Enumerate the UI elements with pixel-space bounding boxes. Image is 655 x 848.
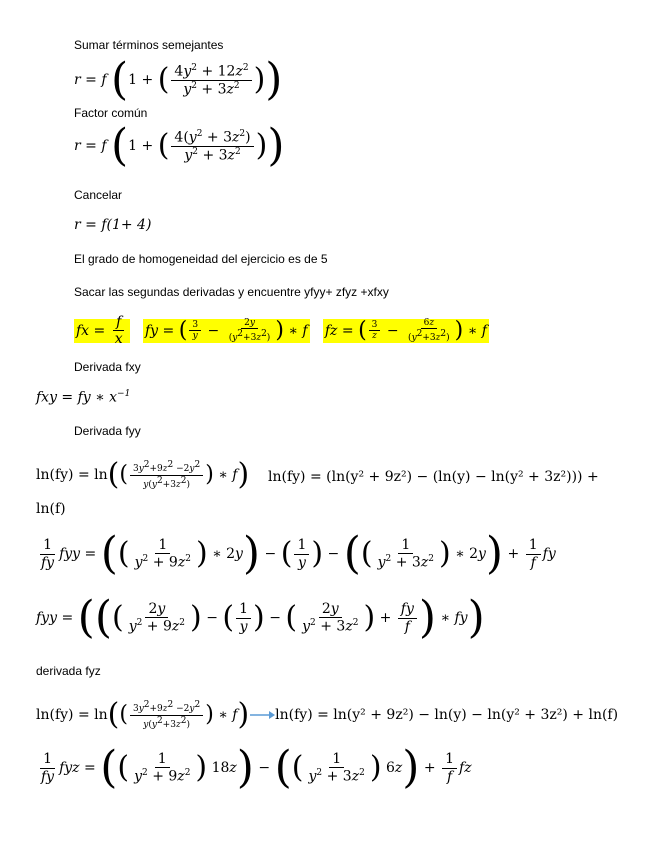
heading-segundas: Sacar las segundas derivadas y encuentre yfyy+ zfyz +xfxy bbox=[74, 285, 389, 299]
heading-fxy: Derivada fxy bbox=[74, 360, 141, 374]
heading-fyz: derivada fyz bbox=[36, 664, 101, 678]
heading-grado: El grado de homogeneidad del ejercicio es de 5 bbox=[74, 252, 328, 266]
equation-sum: r = f (1 + ( $\frac{4y^2 + 12z^2}{y^2 + 3z^2}$ )) bbox=[74, 54, 283, 105]
heading-sumar: Sumar términos semejantes bbox=[74, 38, 224, 52]
heading-fyy: Derivada fyy bbox=[74, 424, 141, 438]
equation-factor: r = f (1 + ( $\frac{4(y^2 + 3z^2)}{y^2 + 3z^2}$ )) bbox=[74, 120, 285, 171]
heading-factor: Factor común bbox=[74, 106, 148, 120]
equation-ln-f: ln(f) bbox=[36, 501, 66, 517]
equation-fyy-log-derivative: $\frac{1}{fy}$ fyy = (( $\frac{1}{y^2 + 9z^2}$ ) ∗ 2y) − ( $\frac{1}{y}$ ) − (( $\frac{1}{y^2 + 3z^2}$ ) ∗ 2y) + $\frac{1}{f}$ fy bbox=[41, 528, 556, 579]
equation-ln-fy-2: ln(fy) = ln(( $\frac{3y^2+9z^2 -2y^2}{y(y^2+3z^2)}$ ) ∗ f) ln(fy) = ln(y² + 9z²) − ln(y) − ln(y² + 3z²) + ln(f) bbox=[36, 697, 619, 732]
arrow-right-icon bbox=[249, 709, 275, 721]
equation-first-derivatives: fx = $\frac{f}{x}$ fy = ( $\frac{3}{y}$ − $\frac{2y}{(y^2+3z^2)}$ ) ∗ f fz = ( $\frac{3}{z}$ − $\frac{6z}{(y^2+3z^2)}$ ) ∗ f bbox=[76, 314, 487, 348]
equation-ln-fy: ln(fy) = ln(( $\frac{3y^2+9z^2 -2y^2}{y(y^2+3z^2)}$ ) ∗ f) bbox=[36, 457, 250, 492]
equation-ln-expanded: ln(fy) = (ln(y² + 9z²) − (ln(y) − ln(y² + 3z²))) + bbox=[268, 469, 599, 485]
equation-fyy: fyy = ((( $\frac{2y}{y^2 + 9z^2}$ ) − ( $\frac{1}{y}$ ) − ( $\frac{2y}{y^2 + 3z^2}$ ) + $\frac{fy}{f}$ ) ∗ fy) bbox=[36, 592, 485, 643]
equation-fxy: fxy = fy ∗ $x^{-1}$ bbox=[36, 389, 131, 406]
equation-fyz: $\frac{1}{fy}$ fyz = (( $\frac{1}{y^2 + 9z^2}$ ) 18z) − (( $\frac{1}{y^2 + 3z^2}$ ) 6z) + $\frac{1}{f}$ fz bbox=[41, 742, 472, 793]
heading-cancelar: Cancelar bbox=[74, 188, 123, 202]
equation-cancel: r = f(1+ 4) bbox=[74, 217, 152, 233]
